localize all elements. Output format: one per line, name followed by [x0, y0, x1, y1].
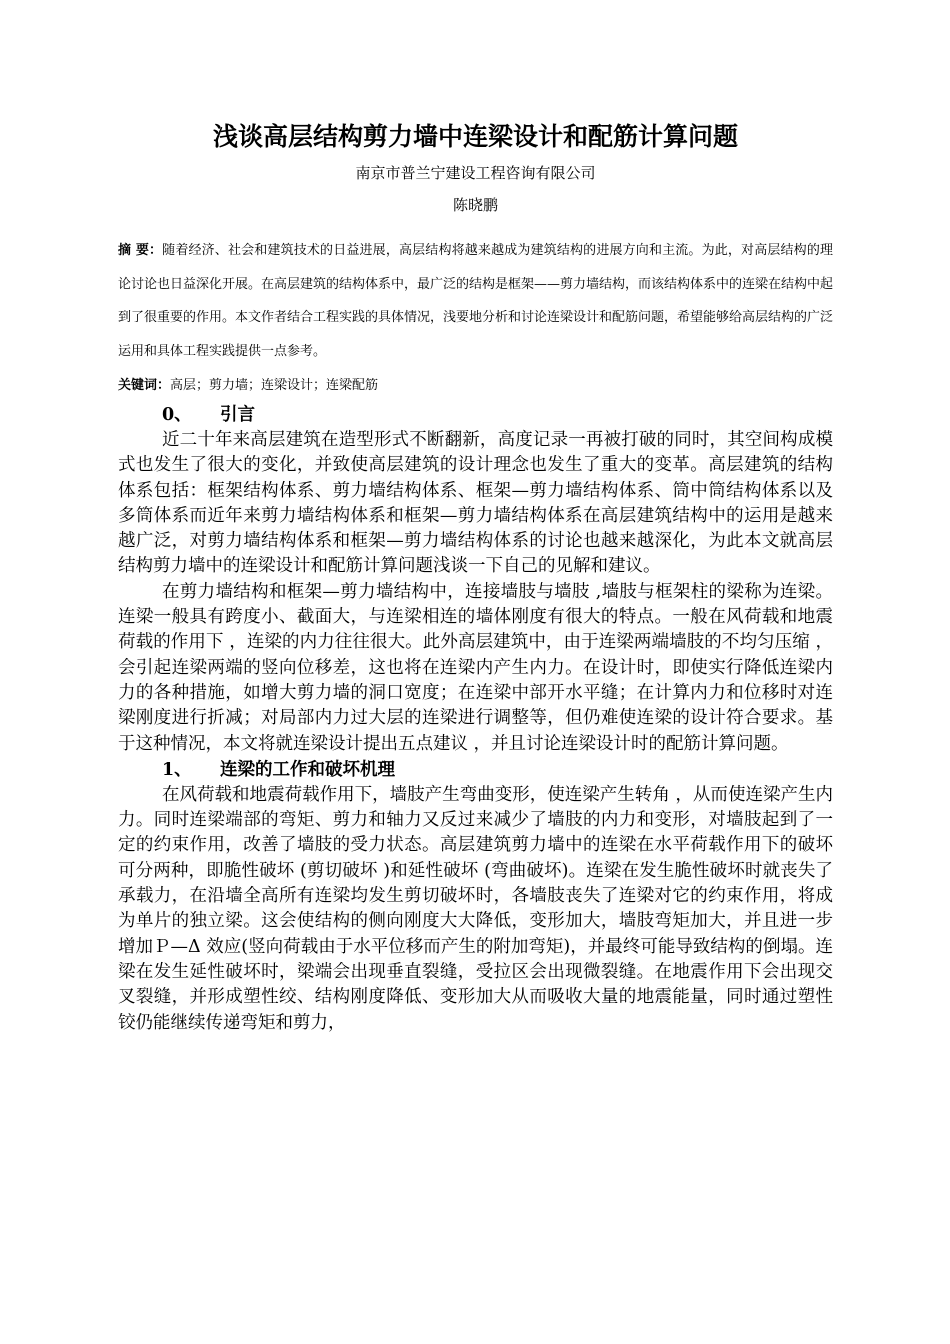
author: 陈晓鹏: [452, 196, 498, 214]
abstract-text: 随着经济、社会和建筑技术的日益进展，高层结构将越来越成为建筑结构的进展方向和主流。为此，对高层结构的理论讨论也日益深化开展。在高层建筑的结构体系中，最广泛的结构是框架——剪力墙结构，而该结构体系中的连梁在结构中起到了很重要的作用。本文作者结合工程实践的具体情况，浅要地分析和讨论连梁设计和配筋问题，希望能够给高层结构的广泛运用和具体工程实践提供一点参考。: [118, 243, 834, 359]
organization: 南京市普兰宁建设工程咨询有限公司: [355, 164, 596, 182]
document-page: [118, 116, 833, 1036]
paragraph: 在剪力墙结构和框架—剪力墙结构中，连接墙肢与墙肢 ,墙肢与框架柱的梁称为连梁。连梁一般具有跨度小、截面大，与连梁相连的墙体刚度有很大的特点。一般在风荷载和地震荷载的作用下 ，连梁的内力往往很大。此外高层建筑中，由于连梁两端墙肢的不均匀压缩 ，会引起连梁两端的竖向位移差，这也将在连梁内产生内力。在设计时，即使实行降低连梁内力的各种措施，如增大剪力墙的洞口宽度；在连梁中部开水平缝；在计算内力和位移时对连梁刚度进行折减；对局部内力过大层的连梁进行调整等，但仍难使连梁的设计符合要求。基于这种情况，本文将就连梁设计提出五点建议 ，并且讨论连梁设计时的配筋计算问题。: [118, 581, 833, 754]
section-number: 1、: [162, 759, 192, 780]
section-title: 连梁的工作和破坏机理: [220, 759, 395, 780]
section-title: 引言: [220, 405, 255, 425]
abstract-label: 摘 要：: [118, 243, 163, 258]
keywords-label: 关键词：: [118, 378, 171, 393]
paragraph: 在风荷载和地震荷载作用下，墙肢产生弯曲变形，使连梁产生转角 ，从而使连梁产生内力。同时连梁端部的弯矩、剪力和轴力又反过来减少了墙肢的内力和变形，对墙肢起到了一定的约束作用，改善了墙肢的受力状态。高层建筑剪力墙中的连梁在水平荷载作用下的破坏可分两种，即脆性破坏 (剪切破坏 )和延性破坏 (弯曲破坏)。连梁在发生脆性破坏时就丧失了承载力，在沿墙全高所有连梁均发生剪切破坏时，各墙肢丧失了连梁对它的约束作用，将成为单片的独立梁。这会使结构的侧向刚度大大降低，变形加大，墙肢弯矩加大，并且进一步增加Ｐ—Δ 效应(竖向荷载由于水平位移而产生的附加弯矩)，并最终可能导致结构的倒塌。连梁在发生延性破坏时，梁端会出现垂直裂缝，受拉区会出现微裂缝。在地震作用下会出现交叉裂缝，并形成塑性绞、结构刚度降低、变形加大从而吸收大量的地震能量，同时通过塑性铰仍能继续传递弯矩和剪力，: [118, 784, 833, 1033]
section-heading: [118, 402, 833, 428]
section-introduction: [118, 402, 833, 757]
section-mechanism: [118, 757, 833, 1036]
section-number: 0、: [162, 405, 192, 425]
document-title: 浅谈高层结构剪力墙中连梁设计和配筋计算问题: [212, 122, 738, 151]
abstract: [118, 234, 833, 368]
keywords: [118, 370, 833, 402]
paragraph: 近二十年来高层建筑在造型形式不断翻新，高度记录一再被打破的同时，其空间构成模式也发生了很大的变化，并致使高层建筑的设计理念也发生了重大的变革。高层建筑的结构体系包括：框架结构体系、剪力墙结构体系、框架—剪力墙结构体系、筒中筒结构体系以及多筒体系而近年来剪力墙结构体系和框架—剪力墙结构体系在高层建筑结构中的运用是越来越广泛，对剪力墙结构体系和框架—剪力墙结构体系的讨论也越来越深化，为此本文就高层结构剪力墙中的连梁设计和配筋计算问题浅谈一下自己的见解和建议。: [118, 430, 833, 577]
section-heading: [118, 757, 833, 783]
keywords-text: 高层；剪力墙；连梁设计；连梁配筋: [170, 378, 379, 393]
